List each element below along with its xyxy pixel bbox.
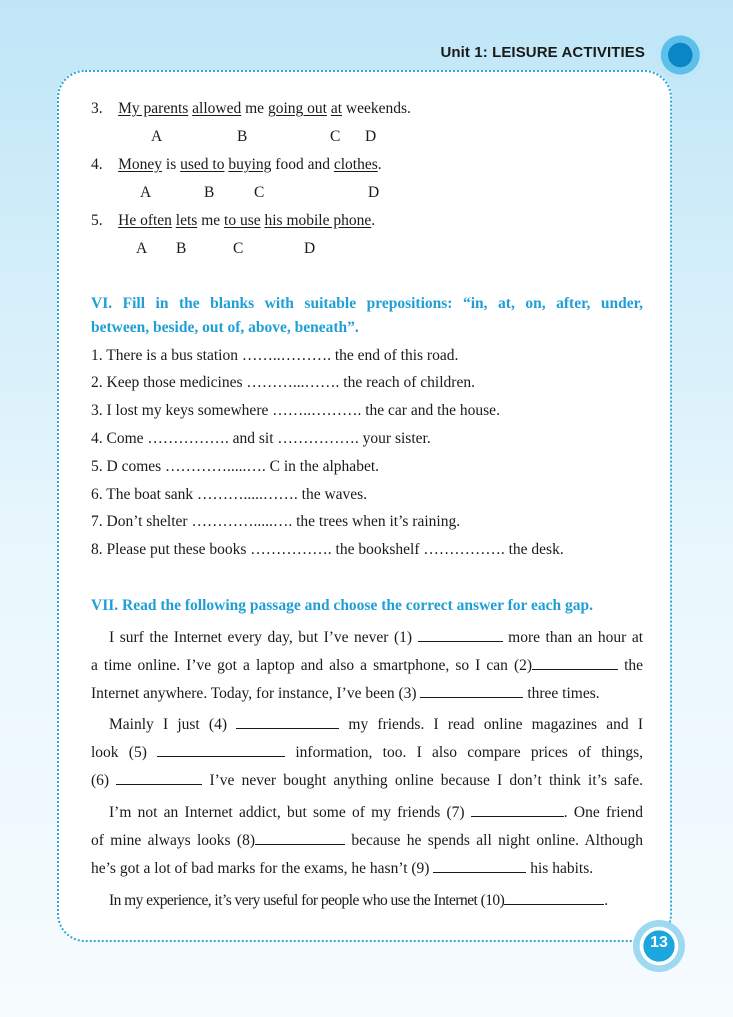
gap-4[interactable] — [236, 715, 339, 729]
option-letter: D — [365, 128, 377, 145]
gap-2[interactable] — [532, 656, 618, 670]
passage-line: Mainly I just (4) my friends. I read online magazines and I — [109, 716, 644, 733]
passage-line: he’s got a lot of bad marks for the exams, he hasn’t (9) his habits. — [91, 860, 594, 877]
passage-line: In my experience, it’s very useful for people who use the Internet (10) . — [109, 892, 608, 909]
unit-title: Unit 1: LEISURE ACTIVITIES — [440, 44, 645, 61]
fill-item-3: 3. I lost my keys somewhere ……..………. the car and the house. — [91, 402, 500, 419]
error-item-5: 5. He often lets me to use his mobile phone. — [91, 212, 376, 229]
option-letter: B — [237, 128, 248, 145]
page-number: 13 — [650, 934, 668, 951]
fill-item-5: 5. D comes ………….....…. C in the alphabet. — [91, 458, 379, 475]
section-vi-title-line1: VI. Fill in the blanks with suitable prepositions: “in, at, on, after, under, — [91, 295, 643, 312]
section-vii-title: VII. Read the following passage and choose the correct answer for each gap. — [91, 597, 594, 614]
gap-1[interactable] — [418, 628, 503, 642]
option-letter: B — [204, 184, 215, 201]
gap-5[interactable] — [157, 743, 285, 757]
option-letter: D — [304, 240, 316, 257]
passage-line: I surf the Internet every day, but I’ve never (1) more than an hour at — [109, 629, 644, 646]
header-decoration — [656, 28, 710, 82]
fill-item-2: 2. Keep those medicines ………...……. the reach of children. — [91, 374, 475, 391]
passage-line: look (5) information, too. I also compare prices of things, — [91, 744, 643, 761]
error-item-3: 3. My parents allowed me going out at weekends. — [91, 100, 411, 117]
option-letter: A — [136, 240, 148, 257]
option-letter: C — [254, 184, 265, 201]
option-letter: A — [140, 184, 152, 201]
option-letter: C — [330, 128, 341, 145]
gap-10[interactable] — [504, 891, 604, 905]
option-letter: D — [368, 184, 380, 201]
option-letter: B — [176, 240, 187, 257]
passage-line: Internet anywhere. Today, for instance, I’ve been (3) three times. — [91, 685, 600, 702]
passage-line: I’m not an Internet addict, but some of my friends (7) . One friend — [109, 804, 643, 821]
gap-3[interactable] — [420, 684, 523, 698]
passage-line: (6) I’ve never bought anything online because I don’t think it’s safe. — [91, 772, 643, 789]
gap-6[interactable] — [116, 771, 202, 785]
passage-line: of mine always looks (8) because he spends all night online. Although — [91, 832, 643, 849]
fill-item-8: 8. Please put these books ……………. the bookshelf ……………. the desk. — [91, 541, 564, 558]
fill-item-4: 4. Come ……………. and sit ……………. your sister. — [91, 430, 431, 447]
option-letter: A — [151, 128, 163, 145]
gap-8[interactable] — [255, 831, 345, 845]
section-vi-title-line2: between, beside, out of, above, beneath”. — [91, 319, 359, 336]
gap-9[interactable] — [433, 859, 526, 873]
fill-item-7: 7. Don’t shelter ………….....…. the trees when it’s raining. — [91, 513, 461, 530]
fill-item-6: 6. The boat sank ……….....……. the waves. — [91, 486, 368, 503]
error-item-4: 4. Money is used to buying food and clothes. — [91, 156, 382, 173]
fill-item-1: 1. There is a bus station ……..………. the end of this road. — [91, 347, 459, 364]
option-letter: C — [233, 240, 244, 257]
page-number-badge — [633, 920, 685, 972]
gap-7[interactable] — [471, 803, 564, 817]
passage-line: a time online. I’ve got a laptop and also a smartphone, so I can (2) the — [91, 657, 643, 674]
